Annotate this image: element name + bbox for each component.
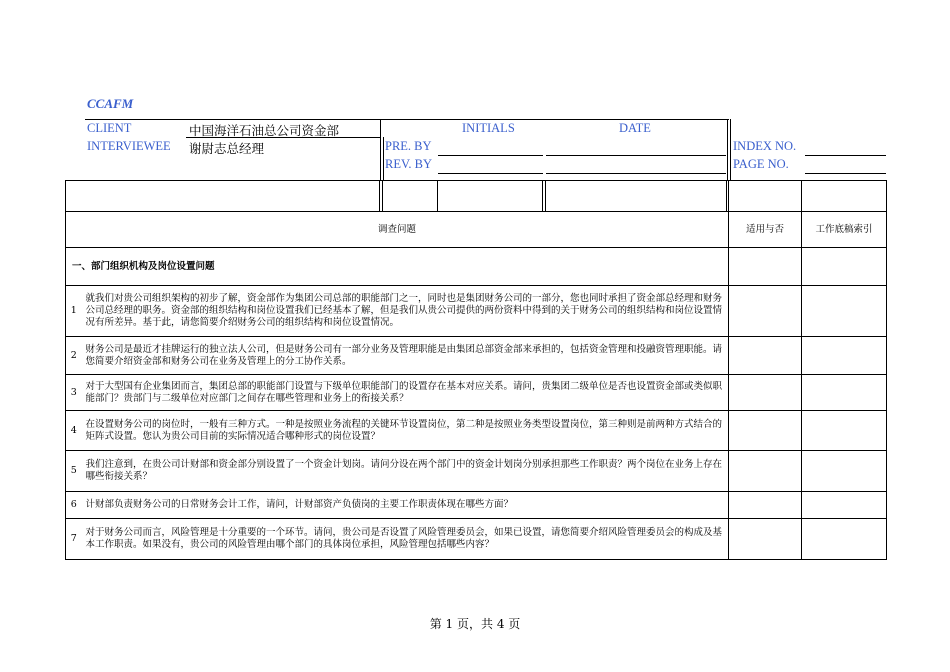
index-no-label: INDEX NO. <box>733 139 797 153</box>
row-number: 3 <box>66 375 82 411</box>
applicable-cell <box>729 337 802 375</box>
row-number: 7 <box>66 519 82 560</box>
workpaper-cell <box>802 337 887 375</box>
blank-cell <box>729 248 802 286</box>
blank-cell <box>802 181 887 212</box>
question-text: 财务公司是最近才挂牌运行的独立法人公司，但是财务公司有一部分业务及管理职能是由集团总部资金部来承担的，包括资金管理和投融资管理职能。请您简要介绍资金部和财务公司在业务及管理上的分工协作关系。 <box>82 337 729 375</box>
question-text: 对于大型国有企业集团而言，集团总部的职能部门设置与下级单位职能部门的设置存在基本对应关系。请问，贵集团二级单位是否也设置资金部或类似职能部门？贵部门与二级单位对应部门之间存在哪些管理和业务上的衔接关系？ <box>82 375 729 411</box>
index-no-line <box>805 155 886 156</box>
interviewee-value: 谢尉志总经理 <box>189 141 265 156</box>
workpaper-cell <box>802 451 887 492</box>
blank-row-divider <box>726 181 727 211</box>
column-header-applicable: 适用与否 <box>729 212 802 248</box>
question-text: 计财部负责财务公司的日常财务会计工作，请问，计财部资产负债岗的主要工作职责体现在哪些方面？ <box>82 492 729 519</box>
workpaper-cell <box>802 286 887 337</box>
pre-by-initials-line <box>438 155 543 156</box>
page-no-line <box>805 173 886 174</box>
table-row <box>66 375 887 411</box>
table-row <box>66 519 887 560</box>
column-header-question: 调查问题 <box>66 212 729 248</box>
question-text: 对于财务公司而言，风险管理是十分重要的一个环节。请问，贵公司是否设置了风险管理委员会，如果已设置，请您简要介绍风险管理委员会的构成及基本工作职责。如果没有，贵公司的风险管理由哪个部门的具体岗位承担，风险管理包括哪些内容？ <box>82 519 729 560</box>
interviewee-label: INTERVIEWEE <box>87 139 171 153</box>
applicable-cell <box>729 492 802 519</box>
question-text: 在设置财务公司的岗位时，一般有三种方式。一种是按照业务流程的关键环节设置岗位，第二种是按照业务类型设置岗位，第三种则是前两种方式结合的矩阵式设置。您认为贵公司目前的实际情况适合哪种形式的岗位设置？ <box>82 411 729 451</box>
table-row <box>66 411 887 451</box>
section-row <box>66 248 887 286</box>
blank-cell <box>729 181 802 212</box>
applicable-cell <box>729 286 802 337</box>
table-row <box>66 492 887 519</box>
row-number: 1 <box>66 286 82 337</box>
blank-top-row <box>66 181 887 212</box>
blank-cell <box>802 248 887 286</box>
row-number: 4 <box>66 411 82 451</box>
client-value: 中国海洋石油总公司资金部 <box>189 123 340 138</box>
header-divider-1 <box>380 119 381 180</box>
page-no-label: PAGE NO. <box>733 157 789 171</box>
question-text: 就我们对贵公司组织架构的初步了解，资金部作为集团公司总部的职能部门之一，同时也是集团财务公司的一部分，您也同时承担了资金部总经理和财务公司总经理的职务。资金部的组织结构和岗位设置我们已经基本了解，但是我们从贵公司提供的两份资料中得到的关于财务公司的组织结构和岗位设置情况有所差异。基于此，请您简要介绍财务公司的组织结构和岗位设置情况。 <box>82 286 729 337</box>
date-label: DATE <box>619 121 651 135</box>
blank-cell <box>66 181 729 212</box>
column-header-workpaper: 工作底稿索引 <box>802 212 887 248</box>
workpaper-cell <box>802 375 887 411</box>
question-text: 我们注意到，在贵公司计财部和资金部分别设置了一个资金计划岗。请问分设在两个部门中的资金计划岗分别承担那些工作职责？两个岗位在业务上存在哪些衔接关系？ <box>82 451 729 492</box>
blank-row-divider <box>379 181 383 211</box>
rev-by-initials-line <box>438 173 543 174</box>
applicable-cell <box>729 411 802 451</box>
header-divider-2b <box>730 119 731 180</box>
client-label: CLIENT <box>87 121 132 135</box>
applicable-cell <box>729 519 802 560</box>
header-divider-1b <box>383 137 384 180</box>
brand-logo-text: CCAFM <box>87 96 134 111</box>
page-footer: 第 1 页，共 4 页 <box>429 617 521 631</box>
workpaper-cell <box>802 411 887 451</box>
rev-by-date-line <box>546 173 726 174</box>
applicable-cell <box>729 451 802 492</box>
header-divider-2 <box>727 119 728 180</box>
table-row <box>66 451 887 492</box>
rev-by-label: REV. BY <box>385 157 433 171</box>
workpaper-cell <box>802 519 887 560</box>
blank-row-divider <box>542 181 546 211</box>
row-number: 5 <box>66 451 82 492</box>
column-header-row <box>66 212 887 248</box>
section-title: 一、部门组织机构及岗位设置问题 <box>66 248 729 286</box>
blank-row-divider <box>437 181 438 211</box>
table-row <box>66 286 887 337</box>
pre-by-date-line <box>546 155 726 156</box>
row-number: 2 <box>66 337 82 375</box>
table-row <box>66 337 887 375</box>
client-underline <box>186 137 380 138</box>
header-top-rule <box>85 119 729 120</box>
initials-label: INITIALS <box>462 121 515 135</box>
workpaper-cell <box>802 492 887 519</box>
questionnaire-table <box>65 180 887 560</box>
applicable-cell <box>729 375 802 411</box>
pre-by-label: PRE. BY <box>385 139 432 153</box>
row-number: 6 <box>66 492 82 519</box>
